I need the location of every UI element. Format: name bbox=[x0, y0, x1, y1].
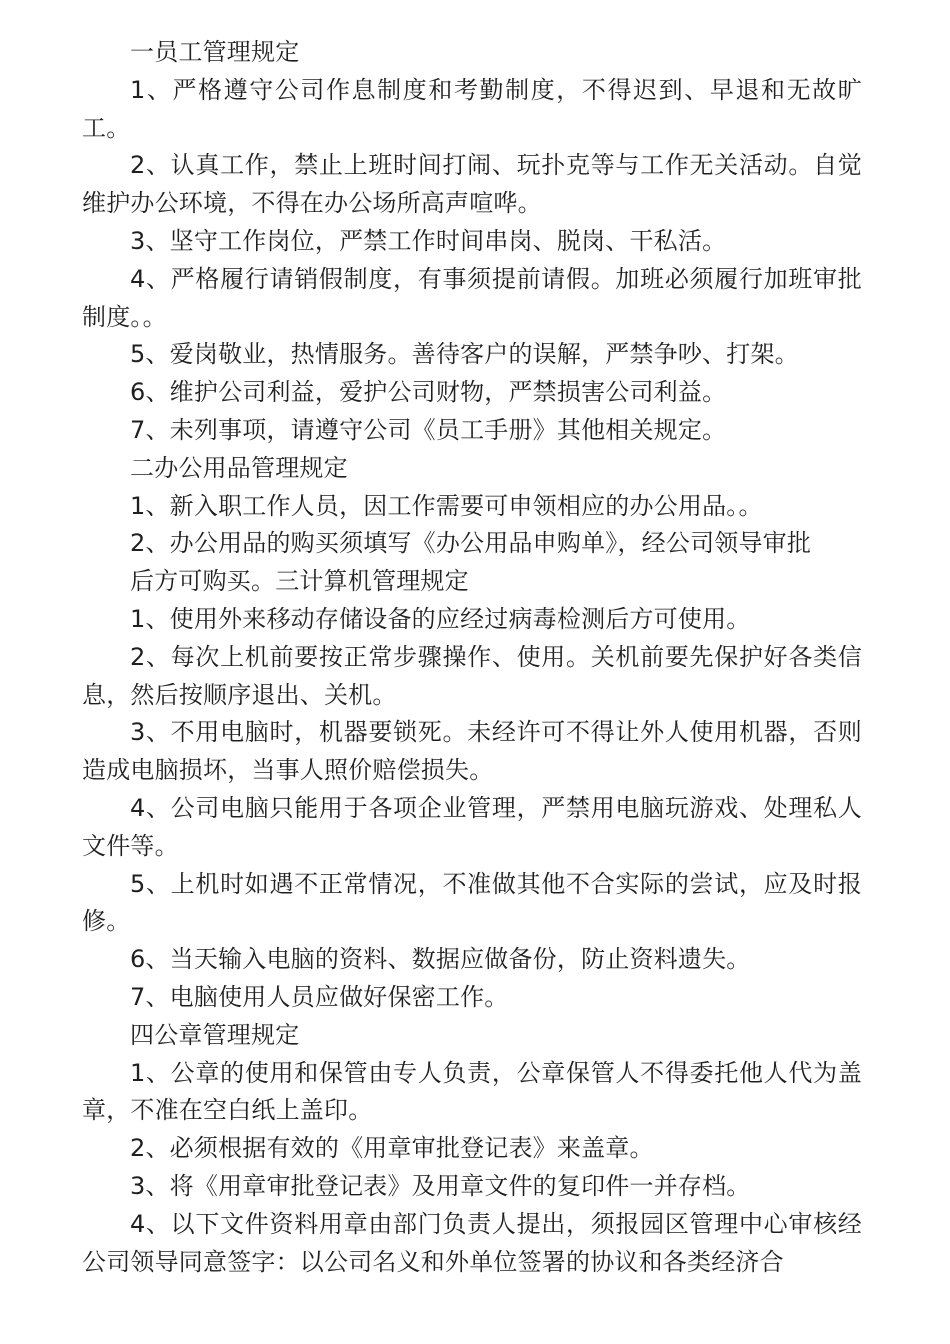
paragraph: 1、公章的使用和保管由专人负责，公章保管人不得委托他人代为盖章，不准在空白纸上盖印。 bbox=[82, 1058, 862, 1125]
paragraph: 6、维护公司利益，爱护公司财物，严禁损害公司利益。 bbox=[130, 378, 727, 407]
paragraph: 1、严格遵守公司作息制度和考勤制度，不得迟到、早退和无故旷工。 bbox=[82, 75, 862, 142]
paragraph: 7、未列事项，请遵守公司《员工手册》其他相关规定。 bbox=[130, 415, 727, 444]
paragraph: 6、当天输入电脑的资料、数据应做备份，防止资料遗失。 bbox=[130, 945, 751, 974]
section-heading-staff: 一员工管理规定 bbox=[130, 38, 300, 66]
paragraph: 2、每次上机前要按正常步骤操作、使用。关机前要先保护好各类信息，然后按顺序退出、关机。 bbox=[82, 642, 862, 709]
paragraph: 2、认真工作，禁止上班时间打闹、玩扑克等与工作无关活动。自觉维护办公环境，不得在办公场所高声喧哗。 bbox=[82, 151, 862, 218]
paragraph: 3、坚守工作岗位，严禁工作时间串岗、脱岗、干私活。 bbox=[130, 226, 727, 255]
document-body bbox=[82, 34, 862, 1281]
section-heading-office-supplies: 二办公用品管理规定 bbox=[130, 453, 348, 482]
section-heading-seal: 四公章管理规定 bbox=[130, 1020, 300, 1049]
paragraph: 2、办公用品的购买须填写《办公用品申购单》，经公司领导审批 bbox=[130, 529, 812, 558]
paragraph: 1、新入职工作人员，因工作需要可申领相应的办公用品。。 bbox=[130, 491, 763, 520]
paragraph: 4、公司电脑只能用于各项企业管理，严禁用电脑玩游戏、处理私人文件等。 bbox=[82, 793, 862, 860]
paragraph: 5、爱岗敬业，热情服务。善待客户的误解，严禁争吵、打架。 bbox=[130, 340, 799, 369]
paragraph: 4、严格履行请销假制度，有事须提前请假。加班必须履行加班审批制度。。 bbox=[82, 264, 862, 331]
paragraph: 4、以下文件资料用章由部门负责人提出，须报园区管理中心审核经公司领导同意签字：以公司名义和外单位签署的协议和各类经济合 bbox=[82, 1209, 862, 1276]
paragraph: 5、上机时如遇不正常情况，不准做其他不合实际的尝试，应及时报修。 bbox=[82, 869, 862, 936]
paragraph: 3、将《用章审批登记表》及用章文件的复印件一并存档。 bbox=[130, 1171, 751, 1200]
paragraph: 2、必须根据有效的《用章审批登记表》来盖章。 bbox=[130, 1134, 654, 1163]
section-heading-computer: 后方可购买。三计算机管理规定 bbox=[130, 567, 469, 596]
paragraph: 1、使用外来移动存储设备的应经过病毒检测后方可使用。 bbox=[130, 604, 751, 633]
paragraph: 3、不用电脑时，机器要锁死。未经许可不得让外人使用机器，否则造成电脑损坏，当事人照价赔偿损失。 bbox=[82, 718, 862, 785]
paragraph: 7、电脑使用人员应做好保密工作。 bbox=[130, 982, 509, 1011]
